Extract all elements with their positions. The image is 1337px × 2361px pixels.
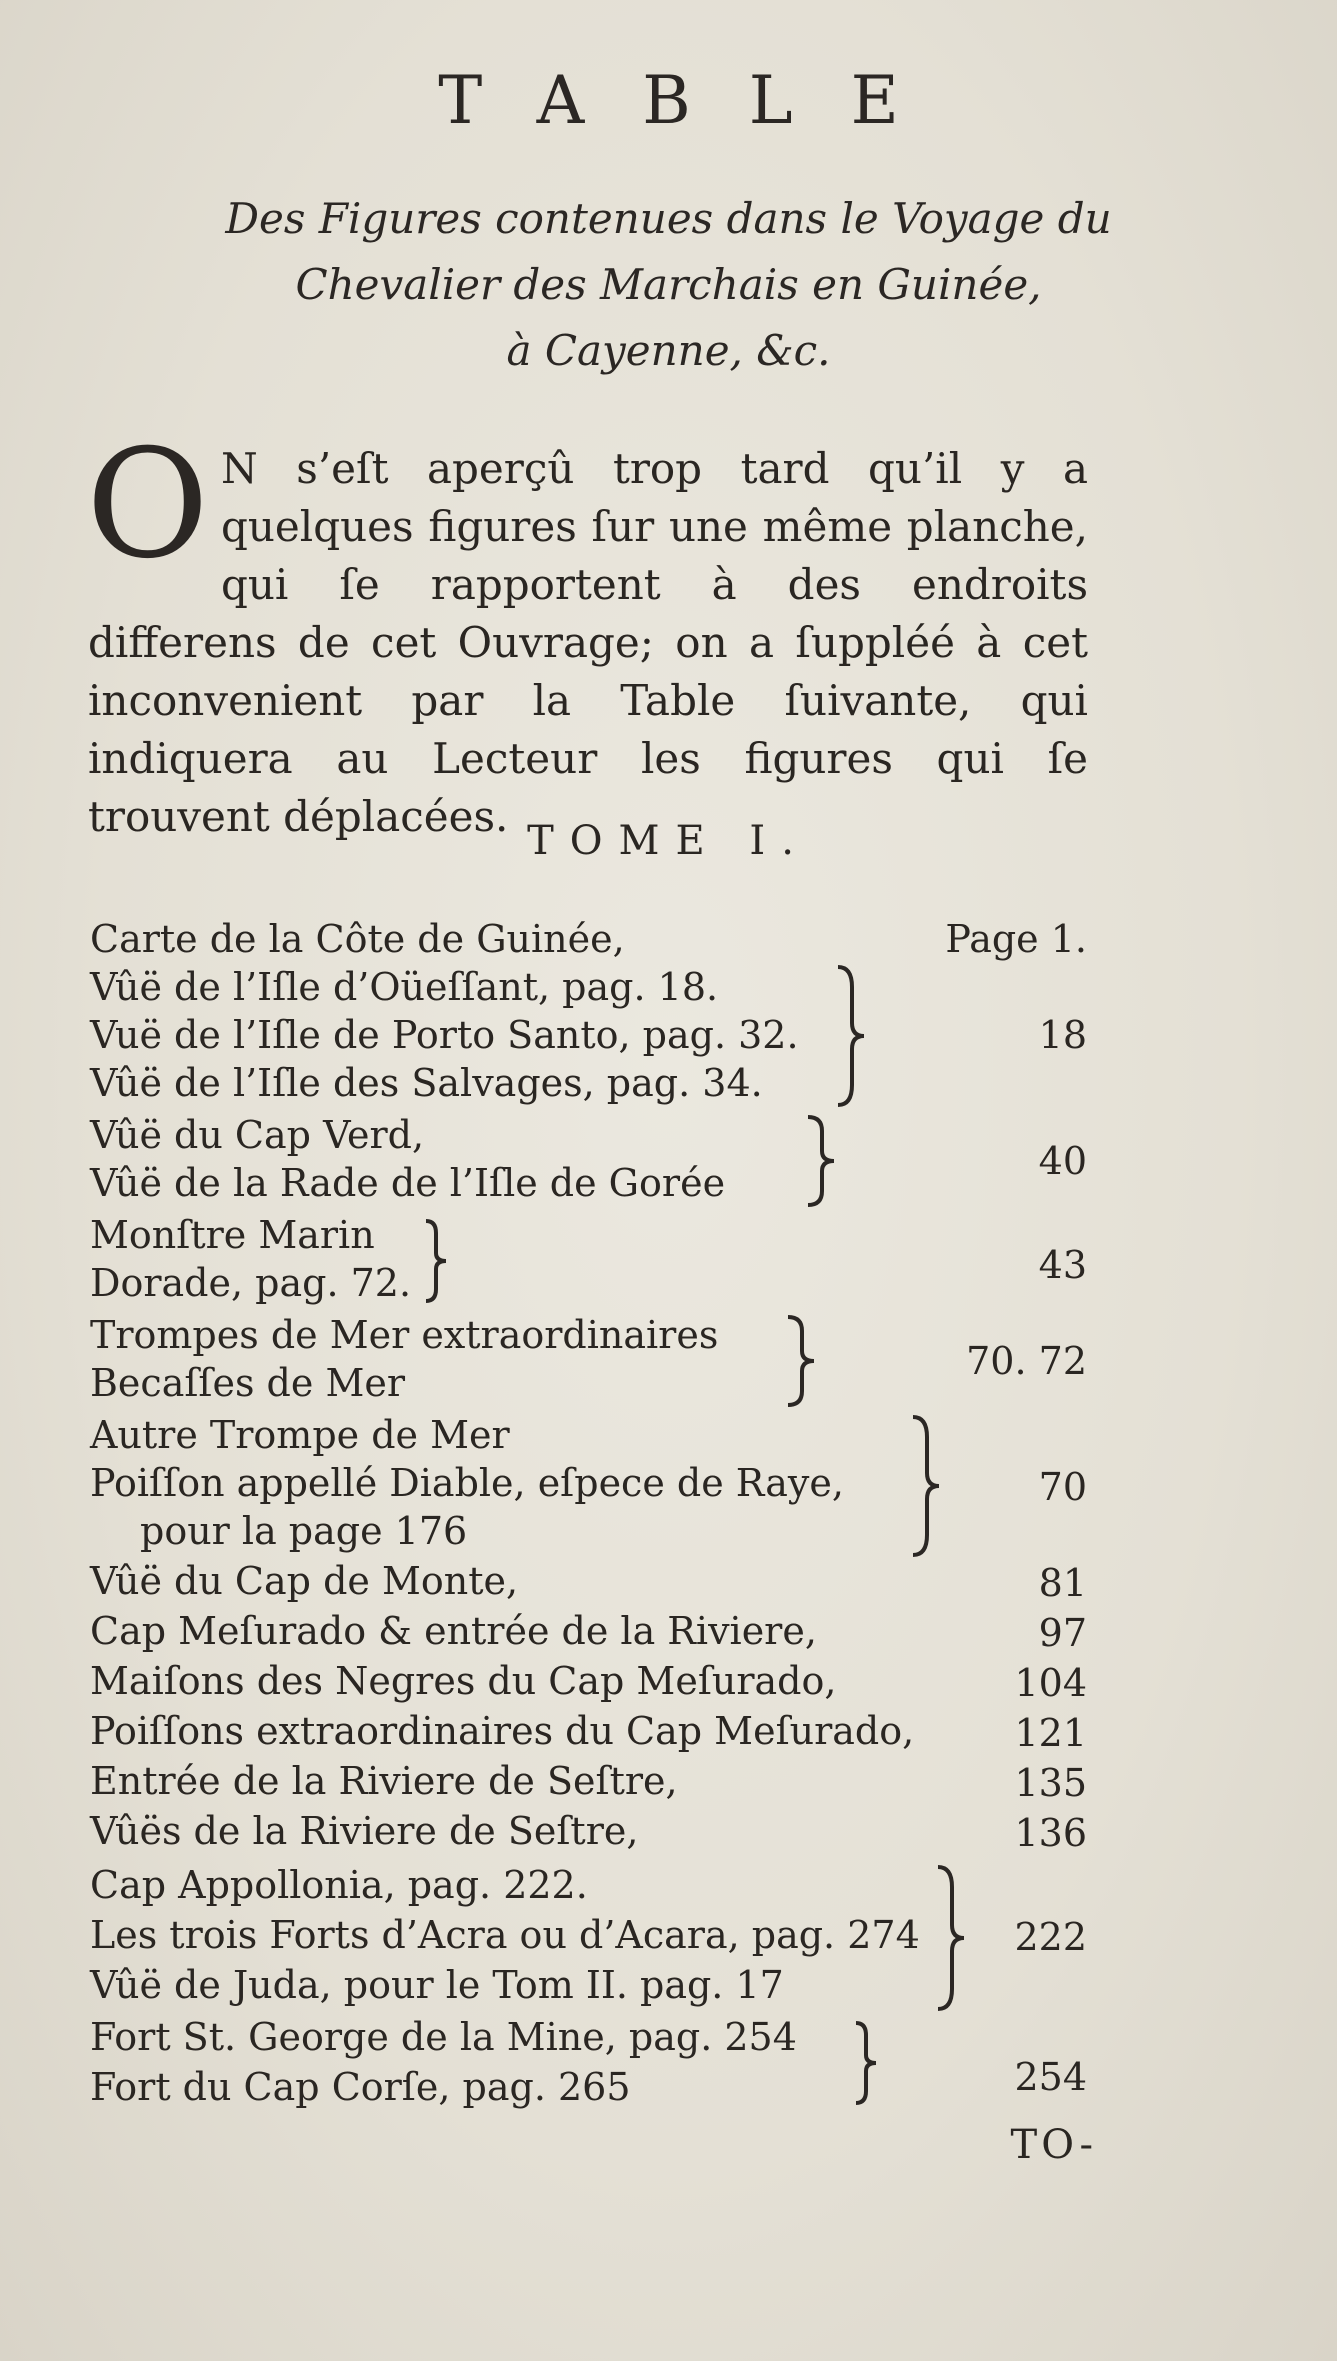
page-number: 81: [1038, 1561, 1087, 1605]
intro-paragraph: [86, 418, 1088, 846]
entry: Vûë de l’Iſle d’Oüeſſant, pag. 18.: [90, 965, 719, 1009]
intro-text: N s’eſt aperçû trop tard qu’il y a quelques figures ſur une même planche, qui ſe rapportent à des endroits differens de cet Ouvrage; on a ſuppléé à cet inconvenient par la Table ſuivante, qui indiquera au Lecteur les figures qui ſe trouvent déplacées.: [88, 444, 1088, 841]
entry: Maiſons des Negres du Cap Meſurado,: [90, 1659, 837, 1703]
entry: Fort St. George de la Mine, pag. 254: [90, 2015, 797, 2059]
entry: Poiſſons extraordinaires du Cap Meſurado,: [90, 1709, 915, 1753]
entry: Entrée de la Riviere de Seſtre,: [90, 1759, 678, 1803]
brace-icon: [905, 1413, 945, 1559]
entry: Trompes de Mer extraordinaires: [90, 1313, 719, 1357]
page-number: 70: [1038, 1465, 1087, 1509]
entry: Les trois Forts d’Acra ou d’Acara, pag. 274: [90, 1913, 920, 1957]
entry: Dorade, pag. 72.: [90, 1261, 412, 1305]
page-number: 254: [1014, 2055, 1087, 2099]
page-number: 121: [1014, 1711, 1087, 1755]
page-number: 104: [1014, 1661, 1087, 1705]
page-number: 40: [1038, 1139, 1087, 1183]
entry: Autre Trompe de Mer: [90, 1413, 510, 1457]
catchword: TO-: [1010, 2122, 1097, 2168]
entry: Fort du Cap Corſe, pag. 265: [90, 2065, 631, 2109]
entry: Poiſſon appellé Diable, eſpece de Raye,: [90, 1461, 844, 1505]
entry: Vûës de la Riviere de Seſtre,: [90, 1809, 639, 1853]
section-heading: TOME I.: [527, 818, 810, 864]
page-number: 97: [1038, 1611, 1087, 1655]
subtitle-line: à Cayenne, &c.: [506, 326, 831, 375]
page-number: 18: [1038, 1013, 1087, 1057]
entry: Vuë de l’Iſle de Porto Santo, pag. 32.: [90, 1013, 799, 1057]
page-number: 136: [1014, 1811, 1087, 1855]
entry: Vûë de la Rade de l’Iſle de Gorée: [90, 1161, 726, 1205]
entry: Vûë de Juda, pour le Tom II. pag. 17: [90, 1963, 784, 2007]
entry: Carte de la Côte de Guinée,: [90, 917, 625, 961]
subtitle-line: Des Figures contenues dans le Voyage du: [225, 194, 1112, 243]
brace-icon: [420, 1217, 450, 1305]
page-heading: TABLE: [438, 62, 957, 139]
entry: Becaſſes de Mer: [90, 1361, 406, 1405]
page-number: 135: [1014, 1761, 1087, 1805]
entry: Vûë du Cap de Monte,: [90, 1559, 519, 1603]
brace-icon: [930, 1863, 970, 2013]
entry: pour la page 176: [140, 1509, 468, 1553]
entry: Monſtre Marin: [90, 1213, 375, 1257]
entry: Vûë du Cap Verd,: [90, 1113, 425, 1157]
page-number: 222: [1014, 1915, 1087, 1959]
brace-icon: [800, 1113, 840, 1209]
page-number: 70. 72: [966, 1339, 1087, 1383]
brace-icon: [850, 2019, 880, 2107]
page-number: 43: [1038, 1243, 1087, 1287]
entry: Cap Meſurado & entrée de la Riviere,: [90, 1609, 817, 1653]
brace-icon: [830, 963, 870, 1109]
subtitle-line: Chevalier des Marchais en Guinée,: [295, 260, 1042, 309]
drop-cap: O: [86, 418, 209, 592]
entry: Vûë de l’Iſle des Salvages, pag. 34.: [90, 1061, 763, 1105]
subtitle: [80, 186, 1257, 384]
brace-icon: [780, 1313, 820, 1409]
entry: Cap Appollonia, pag. 222.: [90, 1863, 588, 1907]
page-number: Page 1.: [945, 917, 1087, 961]
